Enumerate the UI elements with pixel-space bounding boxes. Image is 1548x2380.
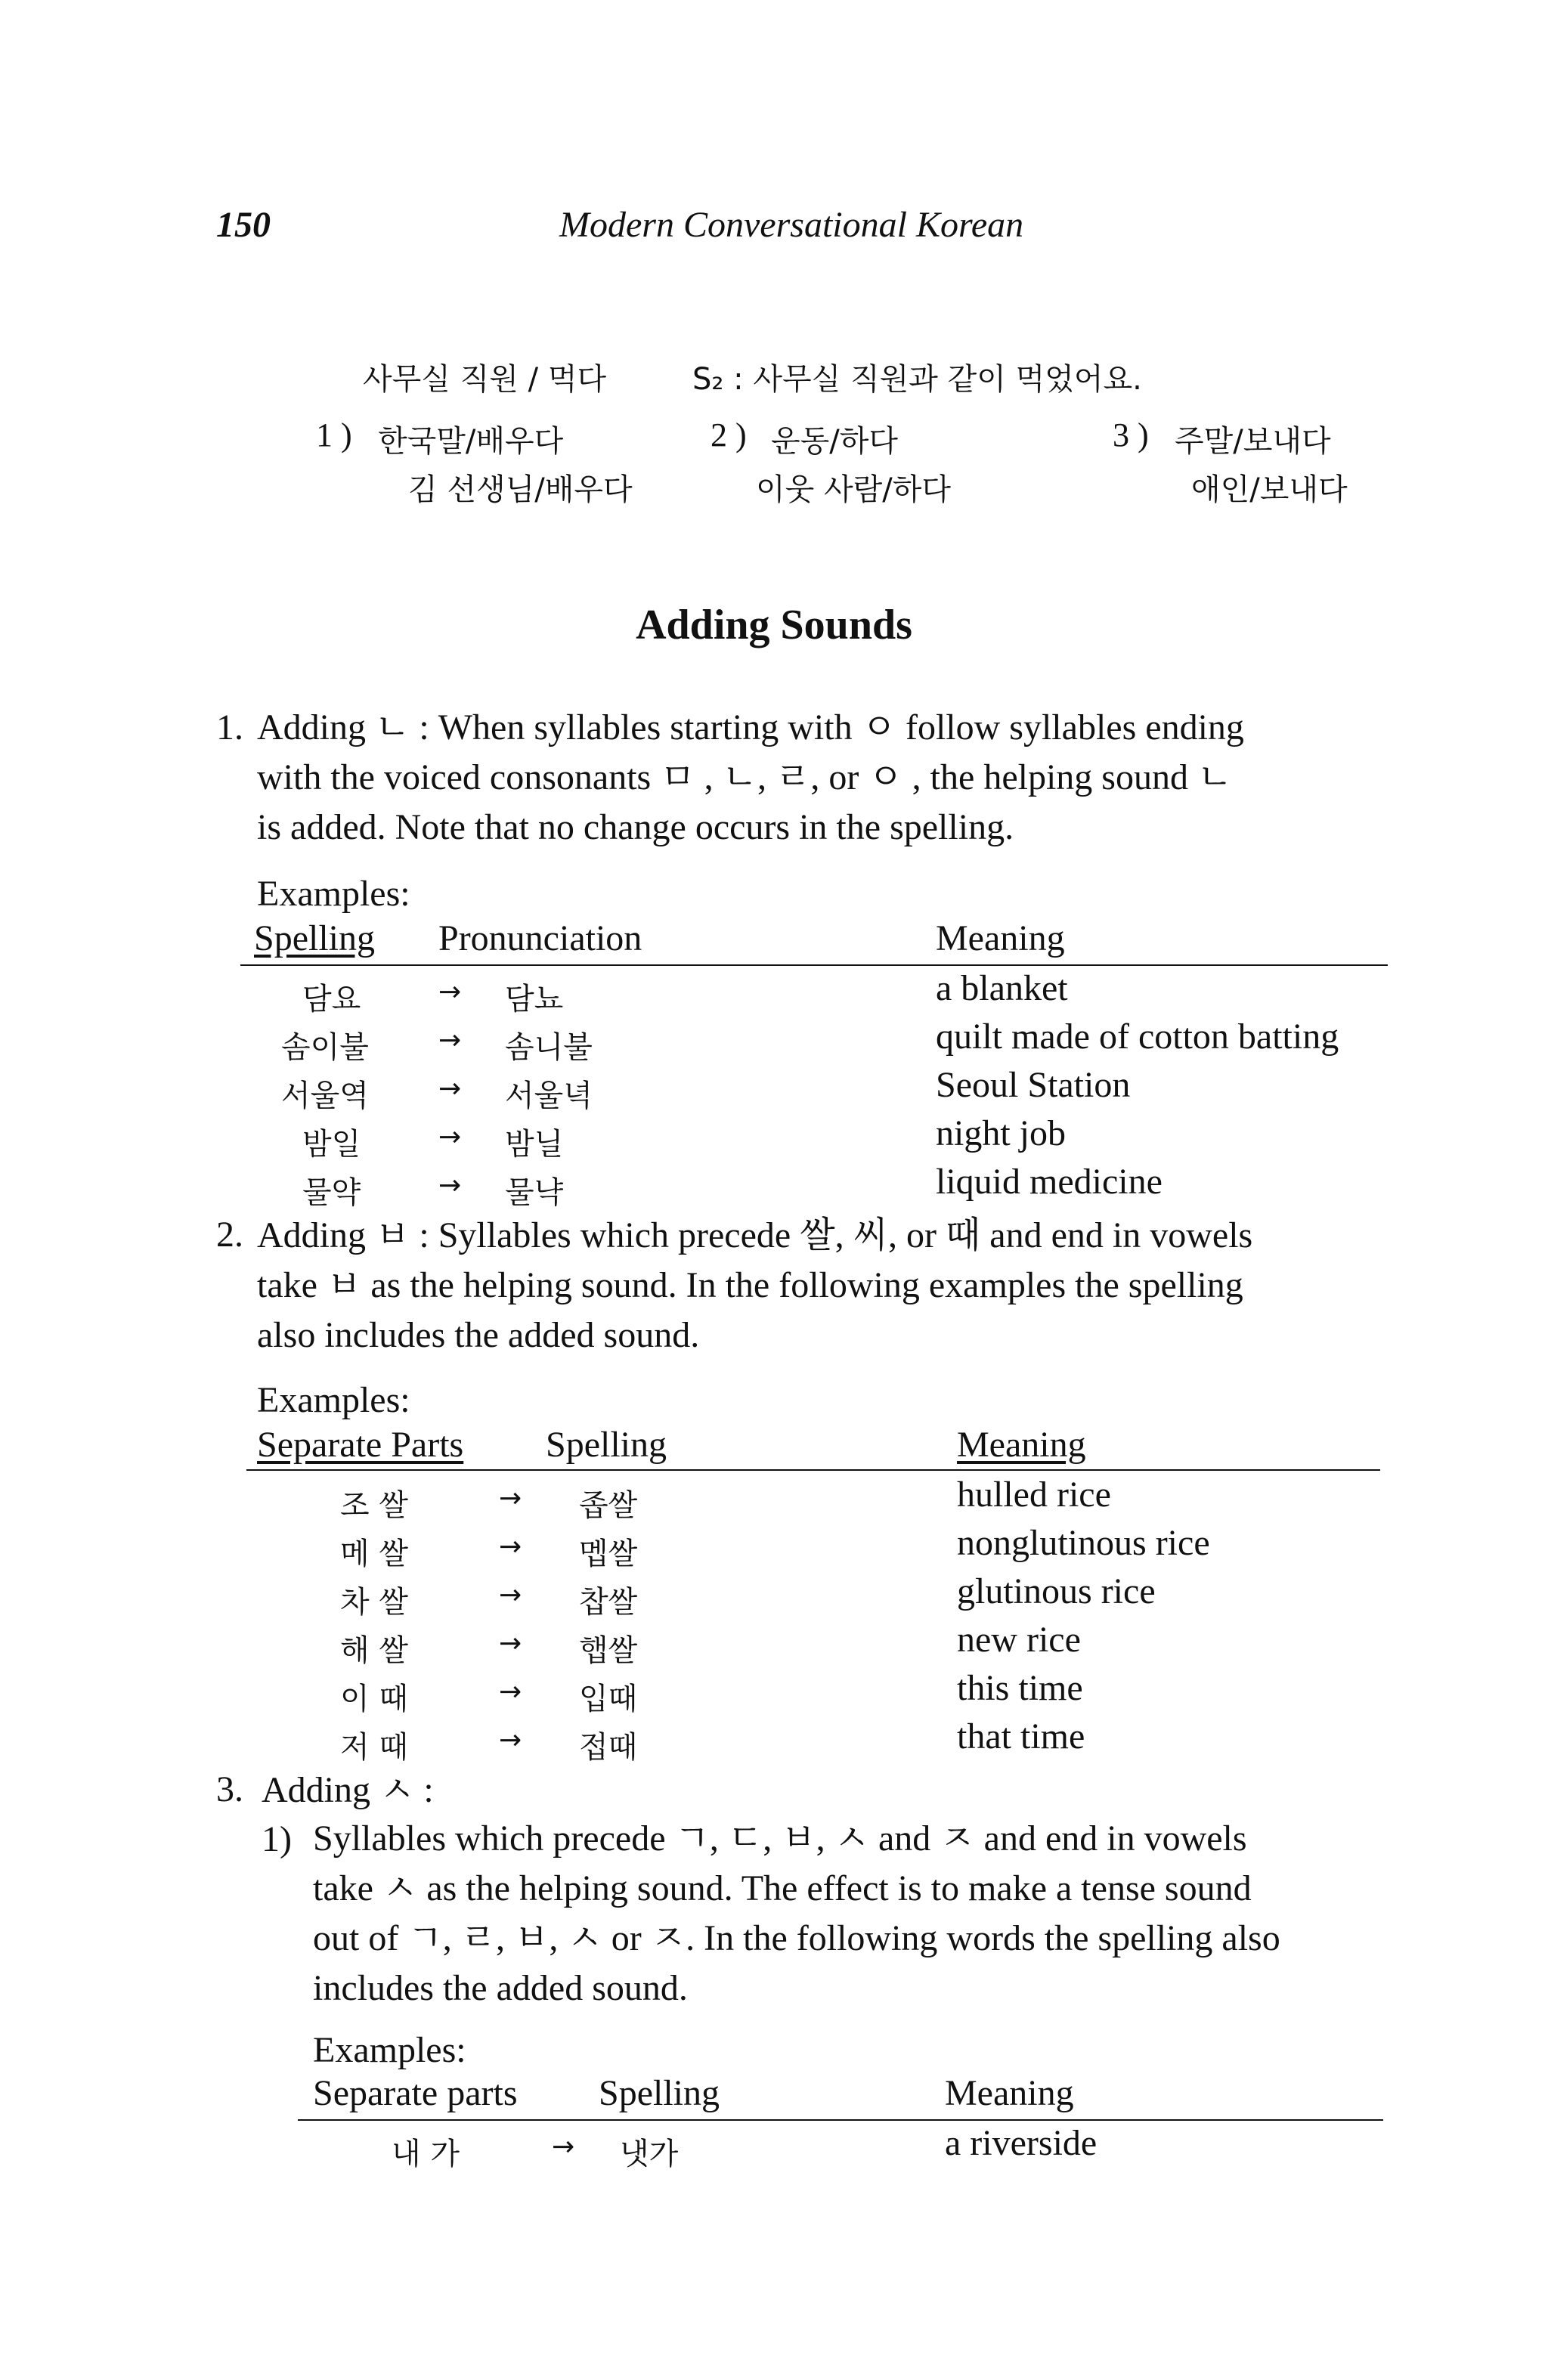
section-3-table-rule (298, 2119, 1383, 2121)
section-2-parts-cell: 메 쌀 (340, 1537, 408, 1571)
section-3-number: 3. (216, 1769, 243, 1809)
section-3-paragraph (313, 1814, 1280, 2013)
section-1-spelling-cell: 물약 (302, 1175, 361, 1210)
exercise-item-3-num: 3 ) (1113, 416, 1149, 453)
section-2-parts-cell: 저 때 (340, 1730, 408, 1765)
arrow-icon: → (499, 1676, 522, 1707)
section-1-examples-label: Examples: (257, 874, 410, 914)
section-2-parts-cell: 이 때 (340, 1682, 408, 1716)
section-2-line: also includes the added sound. (257, 1315, 700, 1355)
section-3-col-spelling: Spelling (599, 2073, 720, 2113)
arrow-icon: → (499, 1725, 522, 1756)
section-2-spelling-cell: 멥쌀 (579, 1537, 638, 1571)
section-2-spelling-cell: 햅쌀 (579, 1633, 638, 1668)
section-2-col-meaning: Meaning (957, 1425, 1086, 1465)
section-1-meaning-cell: liquid medicine (936, 1162, 1163, 1202)
section-3-line: Syllables which precede ㄱ, ㄷ, ㅂ, ㅅ and ㅈ and end in vowels (313, 1818, 1247, 1859)
exercise-model-cue: 사무실 직원 / 먹다 (363, 362, 607, 397)
section-2-meaning-cell: hulled rice (957, 1475, 1111, 1515)
arrow-icon: → (438, 976, 462, 1007)
section-2-line: Adding ㅂ : Syllables which precede 쌀, 씨, or 때 and end in vowels (257, 1215, 1253, 1255)
section-3-examples-label: Examples: (313, 2030, 466, 2070)
section-2-spelling-cell: 접때 (579, 1730, 638, 1765)
section-1-pronunciation-cell: 물냑 (505, 1175, 564, 1210)
arrow-icon: → (499, 1483, 522, 1514)
section-1-col-meaning: Meaning (936, 918, 1065, 958)
section-2-line: take ㅂ as the helping sound. In the following examples the spelling (257, 1265, 1243, 1305)
exercise-model-answer: S₂ : 사무실 직원과 같이 먹었어요. (692, 362, 1142, 397)
section-3-meaning-cell: a riverside (945, 2123, 1098, 2163)
section-2-col-spelling: Spelling (546, 1425, 667, 1465)
exercise-item-1-line1: 한국말/배우다 (378, 424, 564, 459)
section-3-line: take ㅅ as the helping sound. The effect is to make a tense sound (313, 1868, 1252, 1908)
section-2-meaning-cell: nonglutinous rice (957, 1523, 1210, 1563)
section-2-meaning-cell: new rice (957, 1620, 1081, 1660)
exercise-item-3-line1: 주말/보내다 (1175, 424, 1331, 459)
arrow-icon: → (438, 1073, 462, 1104)
section-3-title: Adding ㅅ : (262, 1770, 434, 1810)
arrow-icon: → (552, 2131, 575, 2162)
arrow-icon: → (499, 1531, 522, 1562)
section-2-spelling-cell: 찹쌀 (579, 1585, 638, 1620)
section-3-line: includes the added sound. (313, 1968, 688, 2008)
section-1-table-rule (240, 964, 1388, 966)
section-1-pronunciation-cell: 밤닐 (505, 1127, 564, 1162)
section-3-spelling-cell: 냇가 (620, 2137, 679, 2171)
section-1-col-pronunciation: Pronunciation (438, 918, 642, 958)
section-3-parts-cell: 내 가 (392, 2137, 460, 2171)
section-1-spelling-cell: 담요 (302, 982, 361, 1017)
section-1-line: is added. Note that no change occurs in the spelling. (257, 807, 1014, 847)
section-2-table-rule (246, 1469, 1380, 1471)
section-1-pronunciation-cell: 담뇨 (505, 982, 564, 1017)
exercise-item-1-num: 1 ) (316, 416, 352, 453)
section-3-subnumber: 1) (262, 1819, 292, 1859)
exercise-item-2-line2: 이웃 사람/하다 (756, 472, 952, 507)
exercise-item-2-num: 2 ) (711, 416, 747, 453)
section-1-spelling-cell: 솜이불 (281, 1030, 369, 1065)
section-3-col-meaning: Meaning (945, 2073, 1074, 2113)
arrow-icon: → (438, 1122, 462, 1153)
arrow-icon: → (499, 1580, 522, 1611)
section-3-line: out of ㄱ, ㄹ, ㅂ, ㅅ or ㅈ. In the following words the spelling also (313, 1918, 1280, 1958)
section-1-meaning-cell: night job (936, 1113, 1067, 1153)
section-1-spelling-cell: 밤일 (302, 1127, 361, 1162)
exercise-item-1-line2: 김 선생님/배우다 (408, 472, 633, 507)
section-2-meaning-cell: this time (957, 1668, 1083, 1708)
section-1-meaning-cell: a blanket (936, 968, 1068, 1008)
section-1-line: Adding ㄴ : When syllables starting with ㅇ follow syllables ending (257, 707, 1244, 747)
section-1-meaning-cell: Seoul Station (936, 1065, 1131, 1105)
section-2-parts-cell: 해 쌀 (340, 1633, 408, 1668)
arrow-icon: → (438, 1170, 462, 1201)
page-number: 150 (216, 205, 271, 245)
exercise-item-2-line1: 운동/하다 (771, 424, 899, 459)
section-2-col-separate-parts: Separate Parts (257, 1425, 464, 1465)
section-2-parts-cell: 조 쌀 (340, 1488, 408, 1523)
section-1-paragraph (257, 703, 1244, 853)
section-2-spelling-cell: 좁쌀 (579, 1488, 638, 1523)
section-1-pronunciation-cell: 솜니불 (505, 1030, 593, 1065)
section-1-line: with the voiced consonants ㅁ , ㄴ, ㄹ, or ㅇ , the helping sound ㄴ (257, 757, 1233, 797)
section-title: Adding Sounds (636, 602, 912, 648)
section-2-paragraph (257, 1211, 1252, 1360)
running-title: Modern Conversational Korean (559, 205, 1024, 245)
section-1-number: 1. (216, 707, 243, 747)
section-2-meaning-cell: that time (957, 1716, 1085, 1756)
section-2-spelling-cell: 입때 (579, 1682, 638, 1716)
arrow-icon: → (438, 1025, 462, 1056)
section-2-parts-cell: 차 쌀 (340, 1585, 408, 1620)
section-2-meaning-cell: glutinous rice (957, 1571, 1156, 1611)
section-1-spelling-cell: 서울역 (281, 1079, 369, 1113)
section-1-pronunciation-cell: 서울녁 (505, 1079, 593, 1113)
section-1-meaning-cell: quilt made of cotton batting (936, 1017, 1339, 1057)
section-3-col-separate-parts: Separate parts (313, 2073, 518, 2113)
section-2-examples-label: Examples: (257, 1380, 410, 1420)
arrow-icon: → (499, 1628, 522, 1659)
section-1-col-spelling: Spelling (254, 918, 376, 958)
exercise-item-3-line2: 애인/보내다 (1191, 472, 1348, 507)
section-2-number: 2. (216, 1215, 243, 1255)
